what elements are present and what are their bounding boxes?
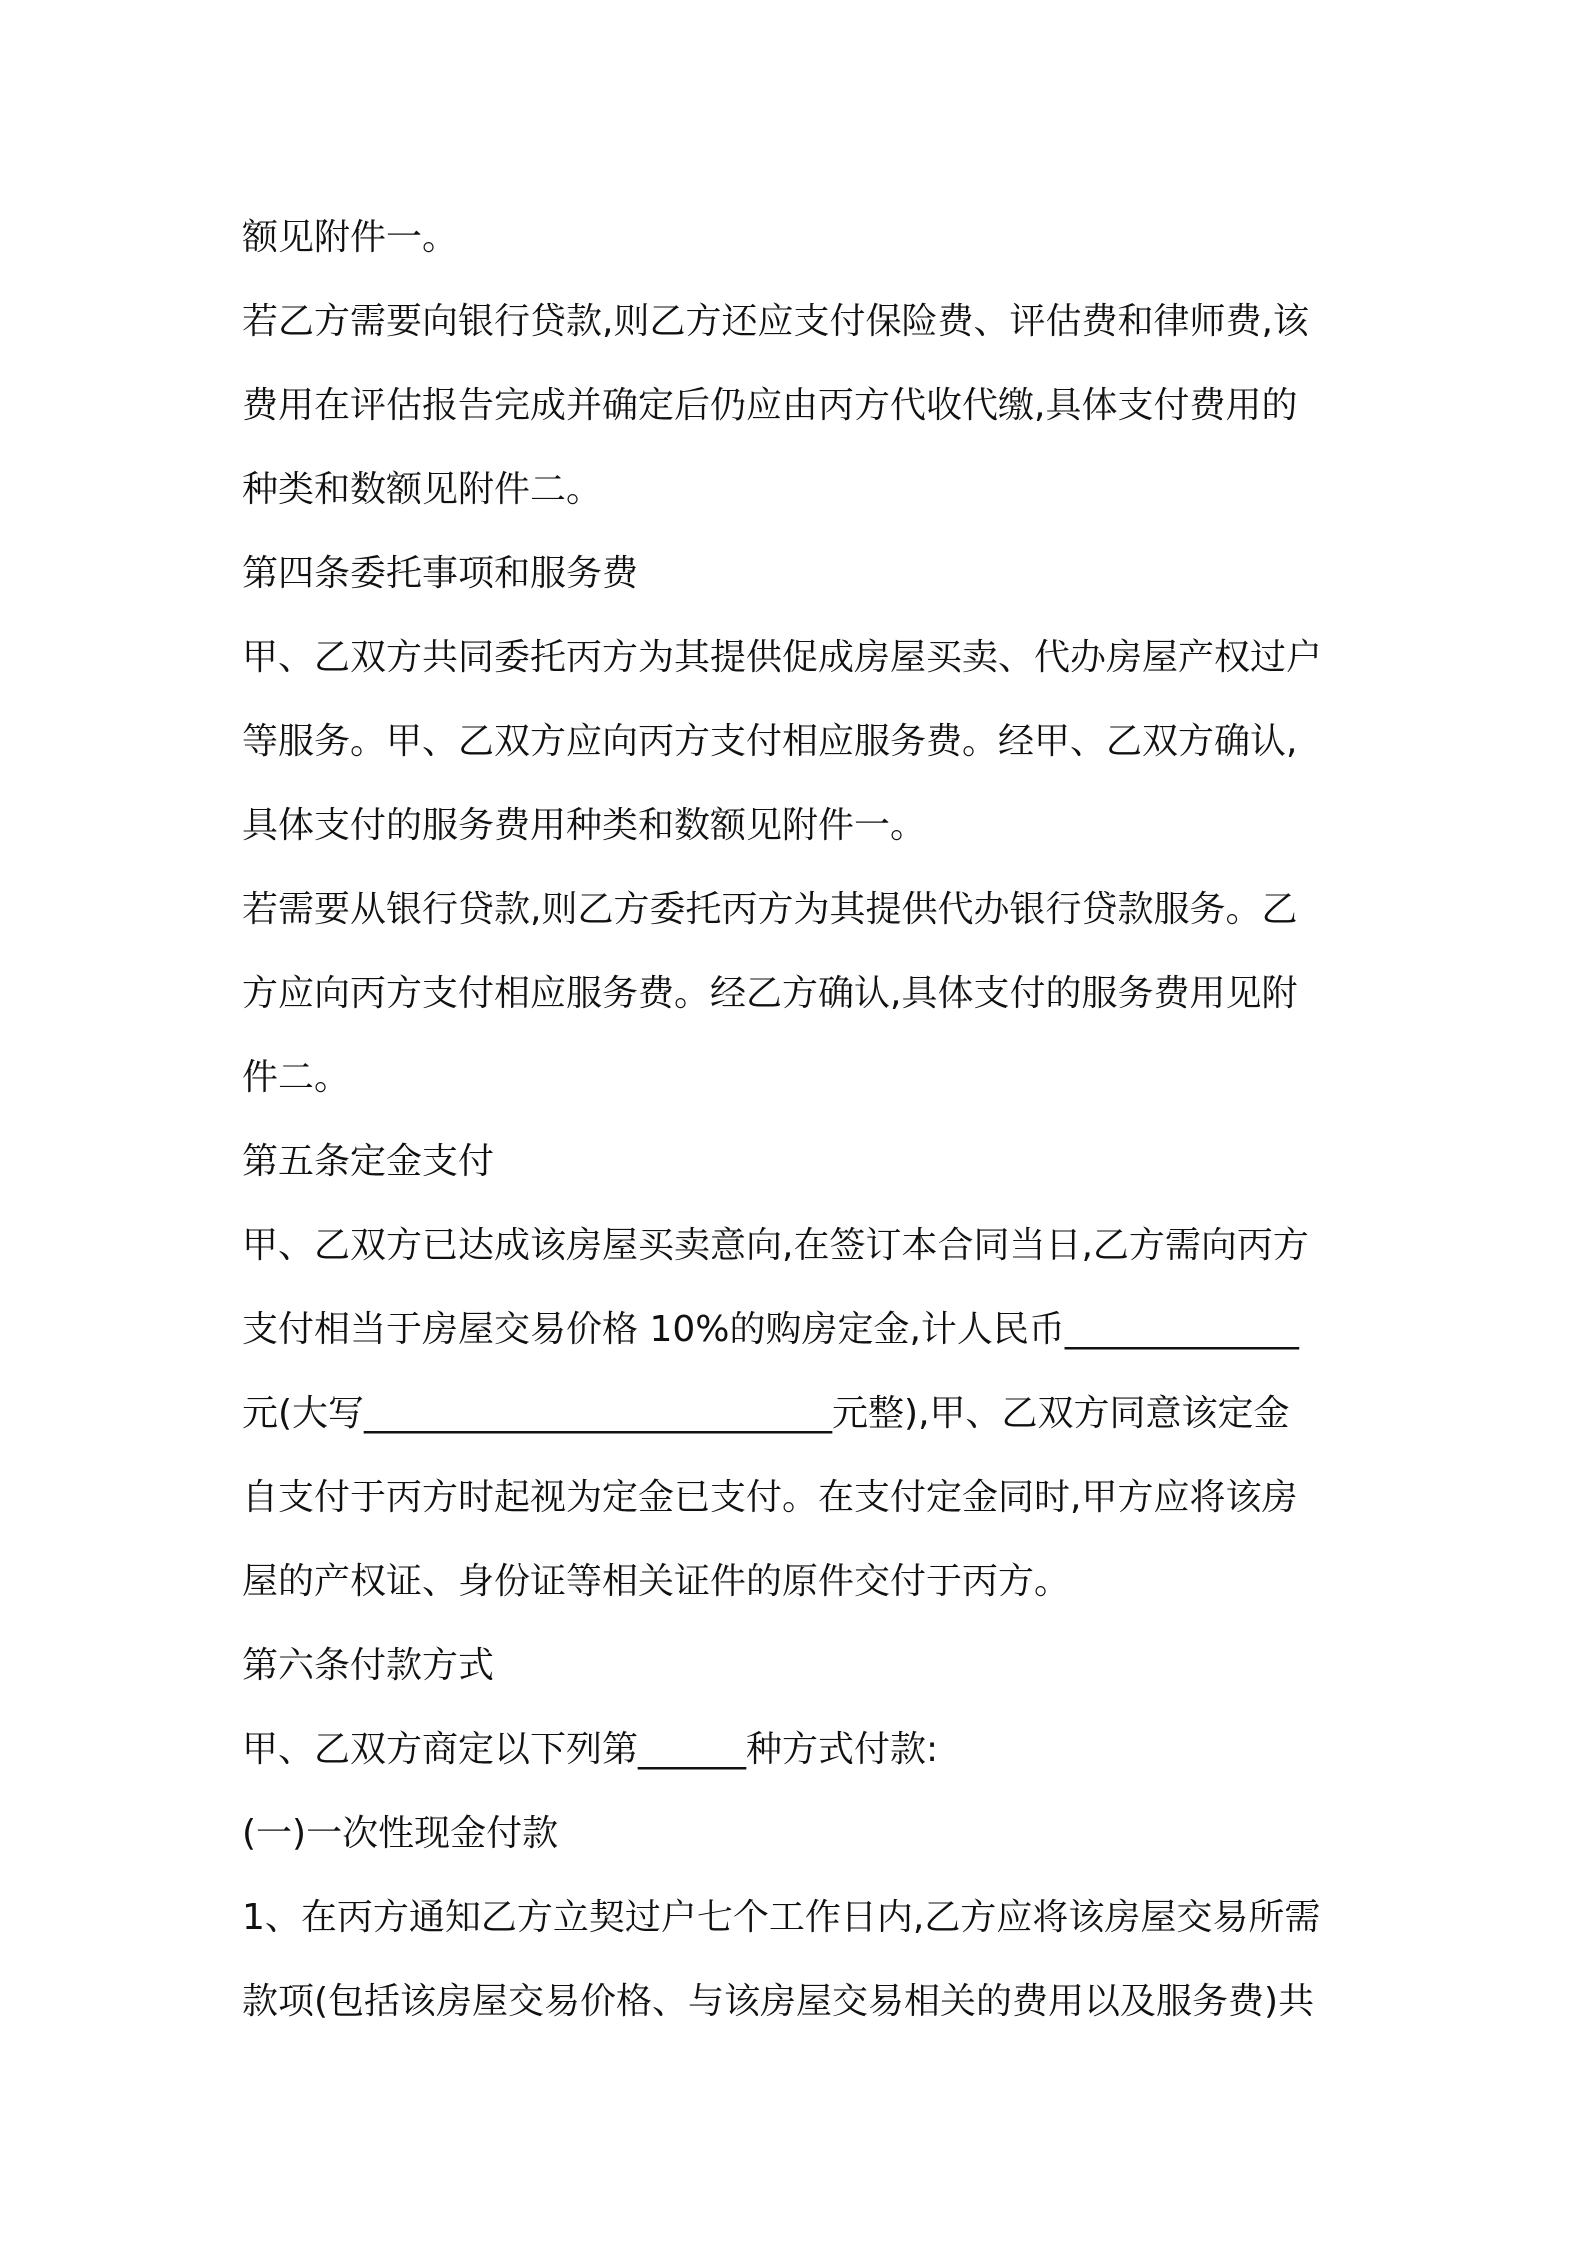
text-line: 方应向丙方支付相应服务费。经乙方确认,具体支付的服务费用见附 bbox=[242, 973, 1298, 1014]
text-line: 若乙方需要向银行贷款,则乙方还应支付保险费、评估费和律师费,该 bbox=[242, 301, 1309, 342]
text-line: 支付相当于房屋交易价格 10%的购房定金,计人民币_____________ bbox=[242, 1309, 1299, 1350]
section-heading: 第五条定金支付 bbox=[242, 1141, 495, 1182]
text-line: 额见附件一。 bbox=[242, 217, 459, 258]
text-line: 甲、乙双方共同委托丙方为其提供促成房屋买卖、代办房屋产权过户 bbox=[242, 637, 1323, 678]
text-line: 费用在评估报告完成并确定后仍应由丙方代收代缴,具体支付费用的 bbox=[242, 385, 1298, 426]
document-body bbox=[242, 196, 1352, 2044]
text-line: 自支付于丙方时起视为定金已支付。在支付定金同时,甲方应将该房 bbox=[242, 1477, 1298, 1518]
text-line: 等服务。甲、乙双方应向丙方支付相应服务费。经甲、乙双方确认, bbox=[242, 721, 1298, 762]
text-line: 件二。 bbox=[242, 1057, 351, 1098]
text-line: 若需要从银行贷款,则乙方委托丙方为其提供代办银行贷款服务。乙 bbox=[242, 889, 1298, 930]
text-line: 1、在丙方通知乙方立契过户七个工作日内,乙方应将该房屋交易所需 bbox=[242, 1897, 1321, 1938]
text-line: 甲、乙双方已达成该房屋买卖意向,在签订本合同当日,乙方需向丙方 bbox=[242, 1225, 1309, 1266]
text-line: 具体支付的服务费用种类和数额见附件一。 bbox=[242, 805, 927, 846]
text-line: 元(大写__________________________元整),甲、乙双方同意该定金 bbox=[242, 1393, 1290, 1434]
text-line: 款项(包括该房屋交易价格、与该房屋交易相关的费用以及服务费)共 bbox=[242, 1981, 1315, 2022]
text-line: 种类和数额见附件二。 bbox=[242, 469, 603, 510]
section-heading: 第四条委托事项和服务费 bbox=[242, 553, 639, 594]
text-line: 屋的产权证、身份证等相关证件的原件交付于丙方。 bbox=[242, 1561, 1071, 1602]
subsection-heading: (一)一次性现金付款 bbox=[242, 1813, 559, 1854]
text-line: 甲、乙双方商定以下列第______种方式付款: bbox=[242, 1729, 939, 1770]
section-heading: 第六条付款方式 bbox=[242, 1645, 495, 1686]
